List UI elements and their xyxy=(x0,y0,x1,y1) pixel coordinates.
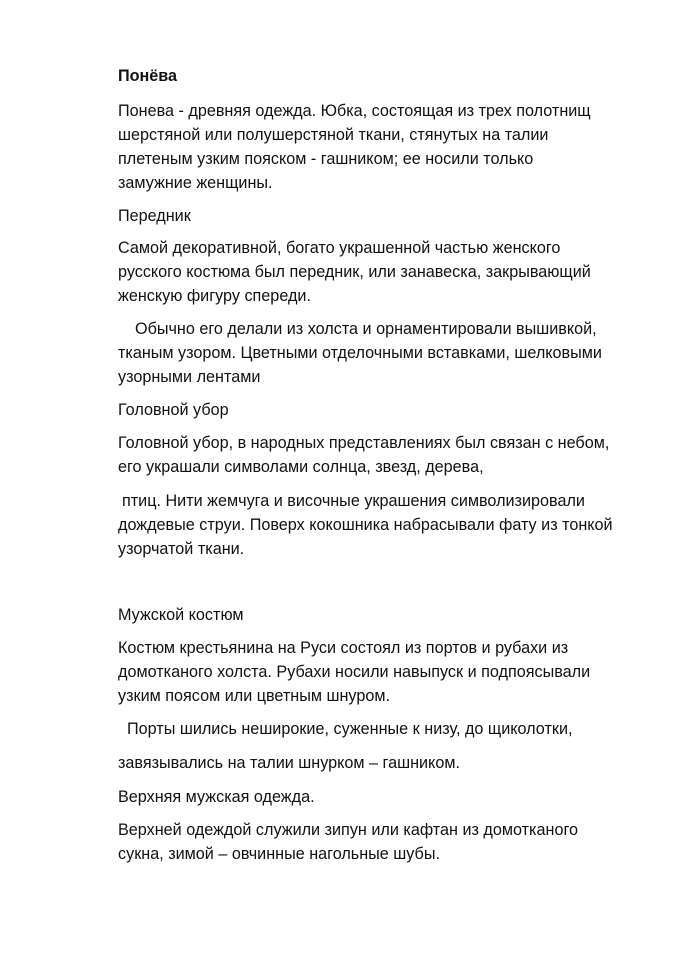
page-title: Понёва xyxy=(118,67,178,85)
paragraph-line: Понева - древняя одежда. Юбка, состоящая из трех полотнищ xyxy=(118,102,591,120)
paragraph-line: Самой декоративной, богато украшенной частью женского xyxy=(118,239,561,257)
paragraph-line: сукна, зимой – овчинные нагольные шубы. xyxy=(118,845,440,863)
paragraph-line: узорными лентами xyxy=(118,368,261,386)
paragraph-line: женскую фигуру спереди. xyxy=(118,287,311,305)
paragraph-line: тканым узором. Цветными отделочными вставками, шелковыми xyxy=(118,344,602,362)
section-heading-outer: Верхняя мужская одежда. xyxy=(118,788,315,806)
section-heading-apron: Передник xyxy=(118,207,191,225)
section-heading-mens: Мужской костюм xyxy=(118,606,244,624)
paragraph-line: Верхней одеждой служили зипун или кафтан из домотканого xyxy=(118,821,578,839)
paragraph-line: Обычно его делали из холста и орнаментировали вышивкой, xyxy=(135,320,597,338)
paragraph-line: Костюм крестьянина на Руси состоял из портов и рубахи из xyxy=(118,639,569,657)
paragraph-line: шерстяной или полушерстяной ткани, стянутых на талии xyxy=(118,126,549,144)
section-heading-headdress: Головной убор xyxy=(118,401,229,419)
paragraph-line: Головной убор, в народных представлениях был связан с небом, xyxy=(118,434,610,452)
paragraph-line: узорчатой ткани. xyxy=(118,540,245,558)
paragraph-line: птиц. Нити жемчуга и височные украшения символизировали xyxy=(122,492,585,510)
paragraph-line: плетеным узким пояском - гашником; ее носили только xyxy=(118,150,534,168)
paragraph-line: русского костюма был передник, или занавеска, закрывающий xyxy=(118,263,591,281)
paragraph-line: Порты шились неширокие, суженные к низу, до щиколотки, xyxy=(127,720,573,738)
paragraph-line: дождевые струи. Поверх кокошника набрасывали фату из тонкой xyxy=(118,516,613,534)
paragraph-line: его украшали символами солнца, звезд, дерева, xyxy=(118,458,484,476)
paragraph-line: завязывались на талии шнурком – гашником. xyxy=(118,754,460,772)
paragraph-line: домотканого холста. Рубахи носили навыпуск и подпоясывали xyxy=(118,663,591,681)
paragraph-line: узким поясом или цветным шнуром. xyxy=(118,687,390,705)
paragraph-line: замужние женщины. xyxy=(118,174,273,192)
